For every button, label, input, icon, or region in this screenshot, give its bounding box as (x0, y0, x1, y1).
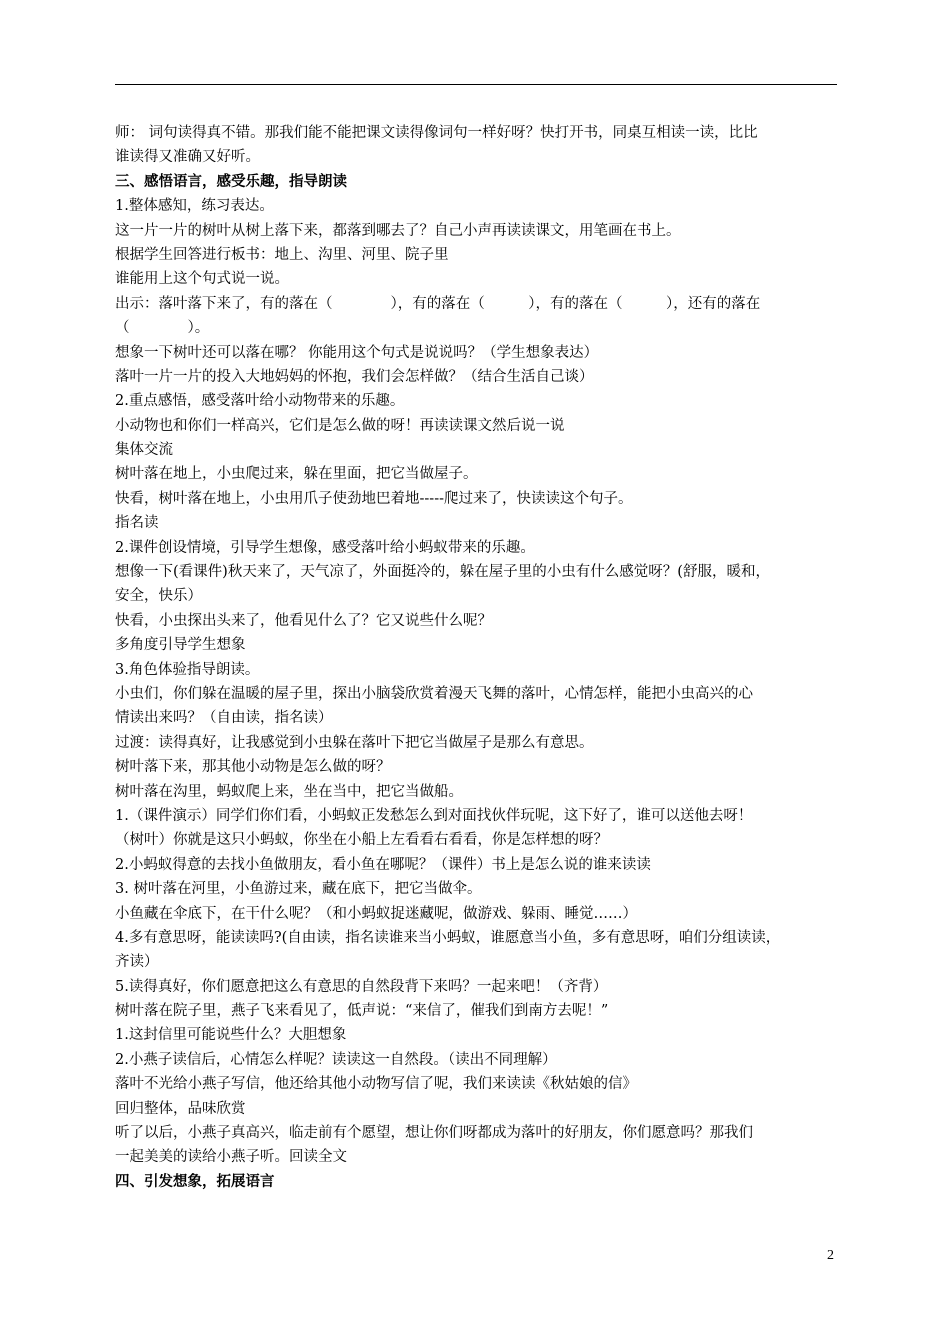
text-line: 回归整体，品味欣赏 (115, 1100, 246, 1117)
text-line: （树叶）你就是这只小蚂蚁，你坐在小船上左看看右看看，你是怎样想的呀？ (115, 832, 608, 849)
text-line: 多角度引导学生想象 (115, 637, 246, 654)
text-line: 听了以后，小燕子真高兴，临走前有个愿望，想让你们呀都成为落叶的好朋友，你们愿意吗？那我们 (115, 1125, 753, 1142)
text-line: 齐读） (115, 954, 159, 971)
text-line: 安全，快乐） (115, 588, 202, 605)
text-line: 2.课件创设情境，引导学生想像，感受落叶给小蚂蚁带来的乐趣。 (115, 539, 535, 556)
text-line: 想像一下(看课件)秋天来了，天气凉了，外面挺冷的，躲在屋子里的小虫有什么感觉呀？(舒服，暖和， (115, 564, 770, 581)
section-heading: 三、感悟语言，感受乐趣，指导朗读 (115, 172, 347, 190)
text-line: 谁能用上这个句式说一说。 (115, 271, 289, 288)
text-line: 集体交流 (115, 442, 173, 459)
text-line: 指名读 (115, 515, 159, 532)
text-line: 这一片一片的树叶从树上落下来，都落到哪去了？自己小声再读读课文，用笔画在书上。 (115, 222, 681, 239)
text-line: 1.（课件演示）同学们你们看，小蚂蚁正发愁怎么到对面找伙伴玩呢，这下好了，谁可以送他去呀！ (115, 807, 753, 824)
text-line: 4.多有意思呀，能读读吗?(自由读，指名读谁来当小蚂蚁，谁愿意当小鱼，多有意思呀，咱们分组读读， (115, 929, 781, 946)
text-line: 谁读得又准确又好听。 (115, 149, 260, 166)
text-line: 树叶落下来，那其他小动物是怎么做的呀？ (115, 759, 391, 776)
text-line: 过渡：读得真好，让我感觉到小虫躲在落叶下把它当做屋子是那么有意思。 (115, 734, 594, 751)
text-line: 想象一下树叶还可以落在哪？ 你能用这个句式是说说吗？（学生想象表达） (115, 344, 599, 361)
text-line: 小鱼藏在伞底下，在干什么呢？（和小蚂蚁捉迷藏呢，做游戏、躲雨、睡觉……） (115, 905, 637, 922)
document-body (115, 121, 845, 1194)
text-line: 1.这封信里可能说些什么？大胆想象 (115, 1027, 347, 1044)
text-line: 出示：落叶落下来了，有的落在（ ），有的落在（ ），有的落在（ ），还有的落在 (115, 295, 761, 312)
text-line: 小动物也和你们一样高兴，它们是怎么做的呀！再读读课文然后说一说 (115, 417, 565, 434)
text-line: 5.读得真好，你们愿意把这么有意思的自然段背下来吗？一起来吧！（齐背） (115, 978, 608, 995)
text-line: 3.角色体验指导朗读。 (115, 661, 260, 678)
text-line: 根据学生回答进行板书：地上、沟里、河里、院子里 (115, 246, 449, 263)
page-number: 2 (827, 1248, 834, 1263)
text-line: 树叶落在沟里，蚂蚁爬上来，坐在当中，把它当做船。 (115, 783, 463, 800)
text-line: 小虫们，你们躲在温暖的屋子里，探出小脑袋欣赏着漫天飞舞的落叶，心情怎样，能把小虫高兴的心 (115, 685, 753, 702)
text-line: 一起美美的读给小燕子听。回读全文 (115, 1149, 347, 1166)
text-line: 2.重点感悟，感受落叶给小动物带来的乐趣。 (115, 393, 405, 410)
header-rule (115, 84, 837, 85)
section-heading: 四、引发想象，拓展语言 (115, 1172, 275, 1190)
text-line: 3. 树叶落在河里，小鱼游过来，藏在底下，把它当做伞。 (115, 881, 482, 898)
text-line: 快看，小虫探出头来了，他看见什么了？它又说些什么呢？ (115, 612, 492, 629)
text-line: 2.小燕子读信后，心情怎么样呢？读读这一自然段。（读出不同理解） (115, 1051, 557, 1068)
text-line: 情读出来吗？（自由读，指名读） (115, 710, 333, 727)
text-line: 树叶落在地上，小虫爬过来，躲在里面，把它当做屋子。 (115, 466, 478, 483)
text-line: 2.小蚂蚁得意的去找小鱼做朋友，看小鱼在哪呢？（课件）书上是怎么说的谁来读读 (115, 856, 651, 873)
text-line: 师： 词句读得真不错。那我们能不能把课文读得像词句一样好呀？快打开书，同桌互相读一读，比比 (115, 125, 758, 141)
text-line: 树叶落在院子里，燕子飞来看见了，低声说：“来信了，催我们到南方去呢！” (115, 1003, 609, 1020)
text-line: （ ）。 (115, 320, 210, 337)
text-line: 快看，树叶落在地上，小虫用爪子使劲地巴着地-----爬过来了，快读读这个句子。 (115, 490, 633, 507)
text-line: 落叶不光给小燕子写信，他还给其他小动物写信了呢，我们来读读《秋姑娘的信》 (115, 1076, 637, 1093)
text-line: 1.整体感知，练习表达。 (115, 198, 274, 215)
text-line: 落叶一片一片的投入大地妈妈的怀抱，我们会怎样做？（结合生活自己谈） (115, 368, 594, 385)
